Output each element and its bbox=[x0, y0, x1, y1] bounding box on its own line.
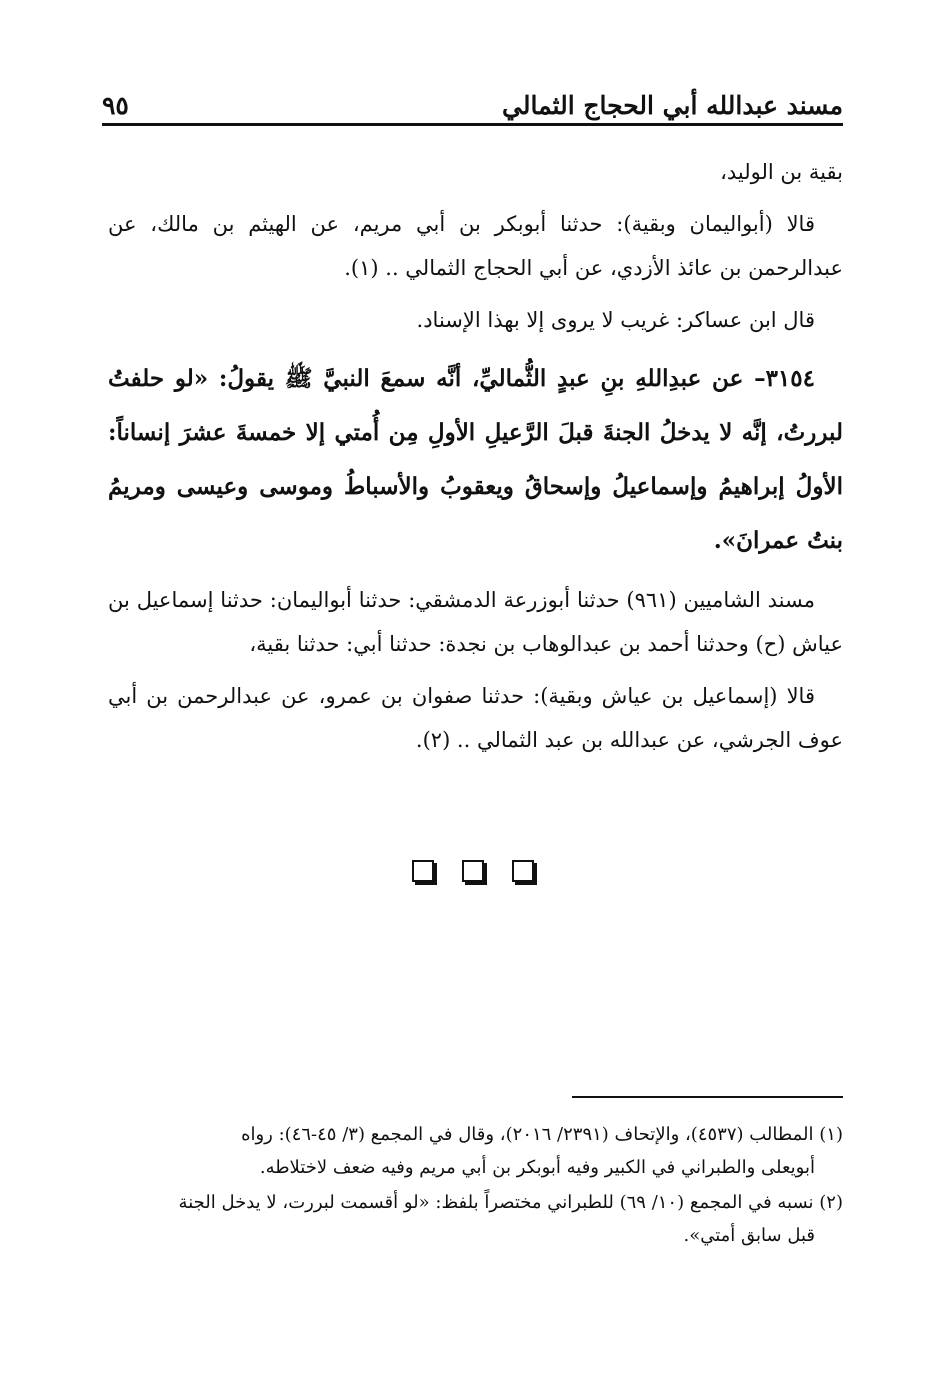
footnote-1-line-1: (١) المطالب (٤٥٣٧)، والإتحاف (٢٣٩١/ ٢٠١٦)، وقال في المجمع (٣/ ٤٥-٤٦): رواه bbox=[241, 1124, 843, 1145]
page-number: ٩٥ bbox=[102, 91, 129, 120]
square-ornament-icon bbox=[462, 860, 484, 882]
paragraph-comment: قال ابن عساكر: غريب لا يروى إلا بهذا الإسناد. bbox=[416, 308, 815, 332]
footnote-2 bbox=[108, 1186, 843, 1252]
footnote-rule bbox=[572, 1096, 843, 1098]
page-header bbox=[102, 80, 843, 120]
footnotes bbox=[108, 1118, 843, 1254]
footnote-1-line-2: أبويعلى والطبراني في الكبير وفيه أبوبكر بن أبي مريم وفيه ضعف لاختلاطه. bbox=[259, 1157, 815, 1178]
footnote-1 bbox=[108, 1118, 843, 1184]
paragraph-continuation: بقية بن الوليد، bbox=[720, 160, 843, 184]
footnote-2-line-2: قبل سابق أمتي». bbox=[683, 1225, 815, 1246]
running-title: مسند عبدالله أبي الحجاج الثمالي bbox=[502, 91, 843, 120]
square-ornament-icon bbox=[512, 860, 534, 882]
paragraph-chain-2: قالا (إسماعيل بن عياش وبقية): حدثنا صفوان بن عمرو، عن عبدالرحمن بن أبي عوف الجرشي، عن عبدالله بن عبد الثمالي .. (٢). bbox=[108, 684, 843, 752]
paragraph-chain-1: قالا (أبواليمان وبقية): حدثنا أبوبكر بن أبي مريم، عن الهيثم بن مالك، عن عبدالرحمن بن عائذ الأزدي، عن أبي الحجاج الثمالي .. (١). bbox=[108, 212, 843, 280]
square-ornament-icon bbox=[412, 860, 434, 882]
section-separator bbox=[0, 860, 945, 882]
footnote-2-line-1: (٢) نسبه في المجمع (١٠/ ٦٩) للطبراني مختصراً بلفظ: «لو أقسمت لبررت، لا يدخل الجنة bbox=[178, 1192, 843, 1213]
main-text bbox=[108, 150, 843, 770]
header-rule bbox=[102, 123, 843, 126]
hadith-text: ٣١٥٤– عن عبدِاللهِ بنِ عبدٍ الثُّماليِّ، أنَّه سمعَ النبيَّ ﷺ يقولُ: «لو حلفتُ لبررتُ، إنَّه لا يدخلُ الجنةَ قبلَ الرَّعيلِ الأولِ مِن أُمتي إلا خمسةَ عشرَ إنساناً: الأولُ إبراهيمُ وإسماعيلُ وإسحاقُ ويعقوبُ والأسباطُ وموسى وعيسى ومريمُ بنتُ عمرانَ». bbox=[108, 365, 843, 554]
paragraph-source: مسند الشاميين (٩٦١) حدثنا أبوزرعة الدمشقي: حدثنا أبواليمان: حدثنا إسماعيل بن عياش (ح) وحدثنا أحمد بن عبدالوهاب بن نجدة: حدثنا أبي: حدثنا بقية، bbox=[108, 588, 843, 656]
